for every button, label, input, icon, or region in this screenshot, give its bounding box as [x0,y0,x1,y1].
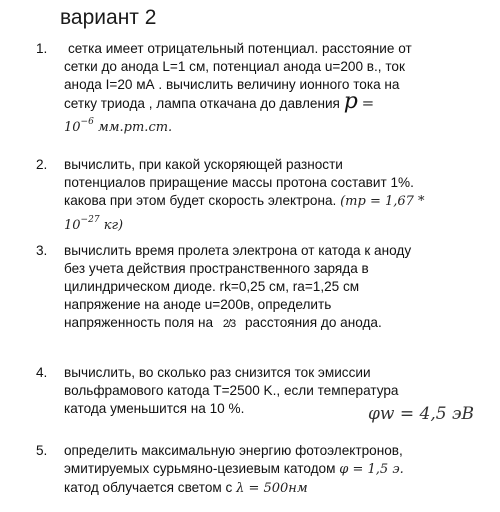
text-line: без учета действия пространственного заряда в [64,261,369,276]
formula-exponent: −6 [80,117,94,127]
text-fragment: эмитируемых сурьмяно-цезиевым катодом [64,461,336,476]
formula-base: 10 [64,120,81,135]
formula-unit: мм.рт.ст. [97,120,173,135]
handwritten-text: λ = 500нм [236,481,308,496]
text-line: катода уменьшится на 10 %. [64,401,245,416]
text-line: анода I=20 мА . вычислить величину ионного тока на [64,77,400,92]
formula-exponent: −27 [80,215,100,225]
formula-base: 10 [64,218,81,233]
text-line: определить максимальную энергию фотоэлектронов, [64,443,403,458]
handwritten-text: = [361,94,375,112]
problem-number: 1. [36,41,48,56]
problem-3 [36,242,494,333]
text-line [64,192,494,211]
problem-number: 2. [36,157,48,172]
problem-number: 3. [36,243,48,258]
text-line: вычислить, во сколько раз снизится ток эмиссии [64,365,371,380]
text-fragment: какова при этом будет скорость электрона. [64,193,337,208]
text-line [64,89,494,114]
formula-unit: кг) [103,218,124,233]
text-line [64,460,494,479]
page-title: вариант 2 [60,6,157,29]
text-line: вычислить время пролета электрона от катода к аноду [64,243,412,258]
text-fragment: сетку триода , лампа откачана до давления [64,96,340,111]
text-line: вольфрамового катода T=2500 K., если температура [64,383,399,398]
fraction: 2/3 [222,318,236,330]
problem-text [64,242,494,333]
text-line: цилиндрическом диоде. rk=0,25 см, ra=1,25 см [64,279,360,294]
problem-2 [36,156,494,235]
handwritten-text: φ = 1,5 э. [339,462,404,477]
text-line: сетки до анода L=1 см, потенциал анода u=200 в., ток [64,59,405,74]
text-line: вычислить, при какой ускоряющей разности [64,157,343,172]
problem-5 [36,442,494,498]
handwritten-note: φw = 4,5 эВ [368,404,474,424]
text-fragment: напряженность поля на [64,315,214,330]
problem-text [64,442,494,498]
text-fragment: расстояния до анода. [244,315,382,330]
problem-number: 4. [36,365,48,380]
text-fragment: катод облучается светом с [64,480,233,495]
text-line: потенциалов приращение массы протона составит 1%. [64,175,414,190]
problem-number: 5. [36,443,48,458]
text-line [64,211,494,235]
problem-text [64,40,494,137]
text-line [64,314,494,333]
text-line: сетка имеет отрицательный потенциал. расстояние от [68,41,412,56]
problem-1 [36,40,494,137]
text-line [64,113,494,137]
text-line [64,479,494,498]
handwritten-symbol: p [343,89,358,114]
text-line: напряжение на аноде u=200в, определить [64,297,332,312]
problem-text [64,156,494,235]
handwritten-text: (mp = 1,67 * [340,194,425,209]
